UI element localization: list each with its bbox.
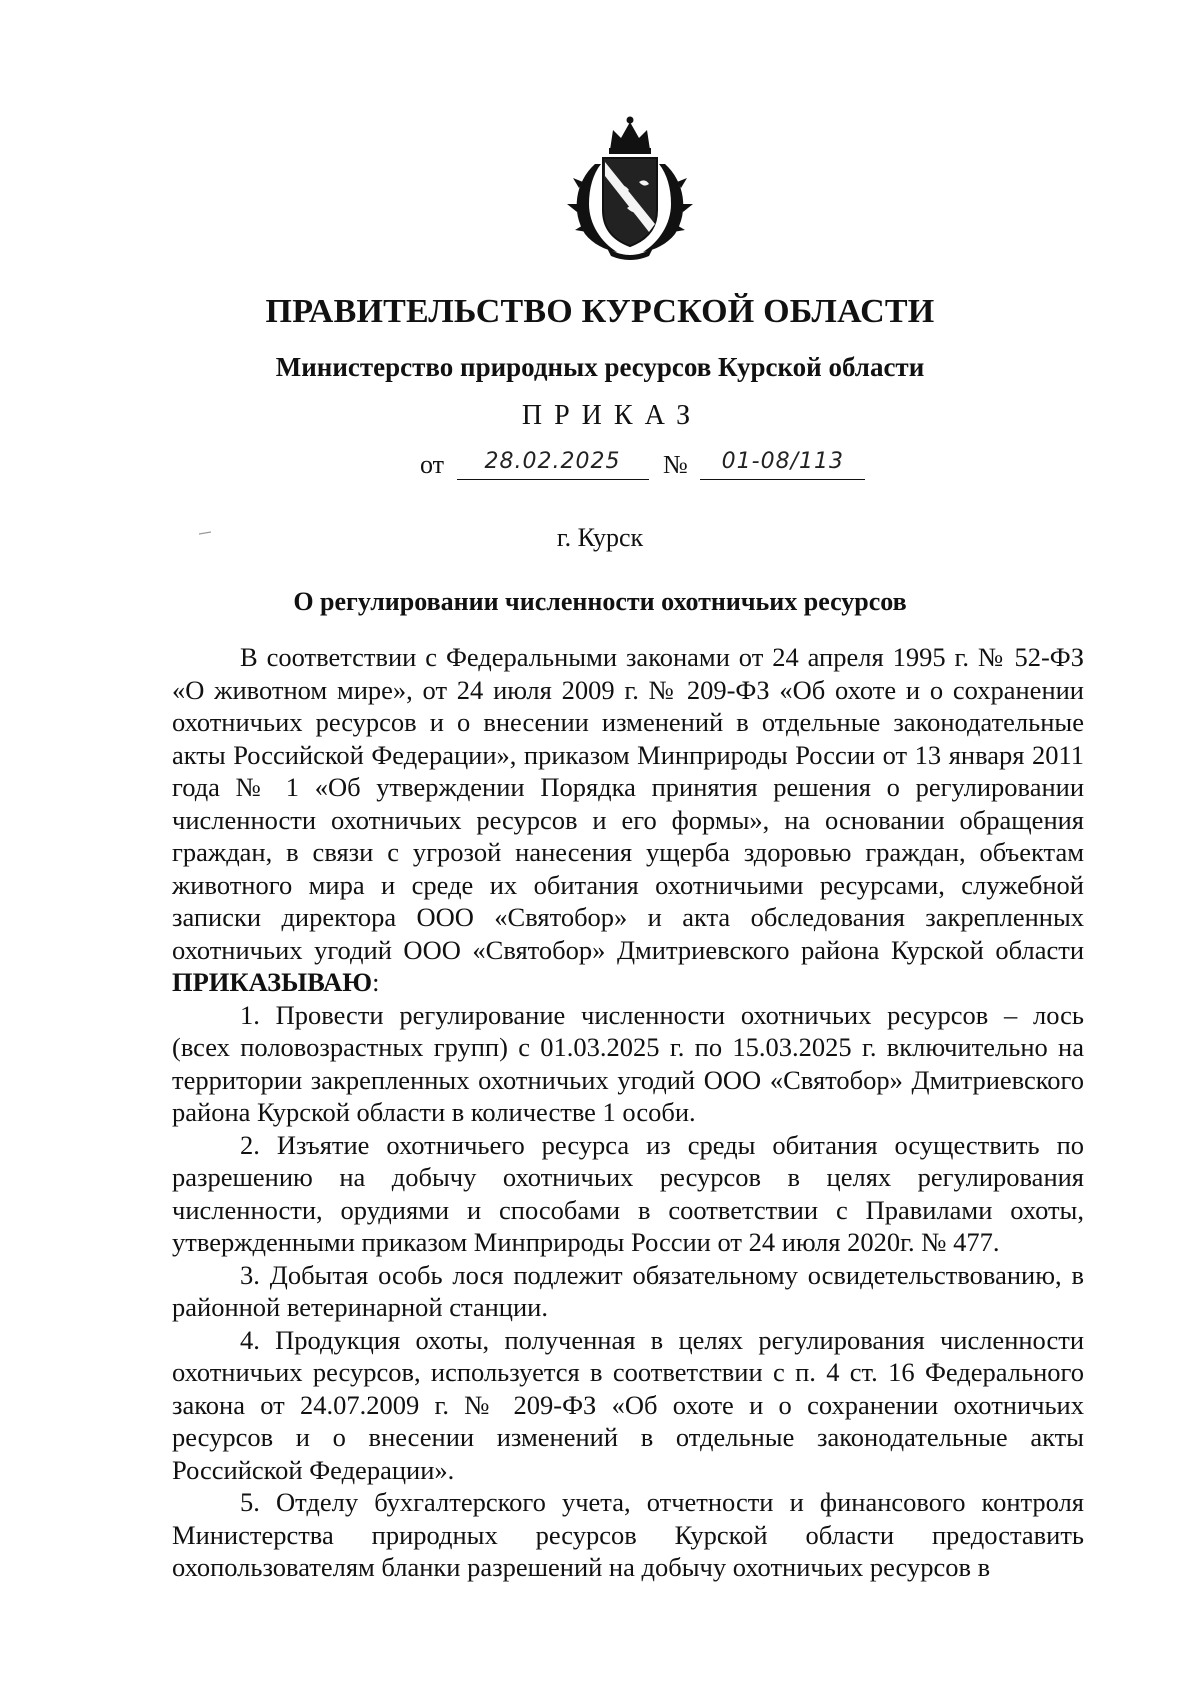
- ministry-name: Министерство природных ресурсов Курской области: [275, 352, 925, 382]
- date-number-line: [420, 447, 865, 487]
- coat-of-arms-emblem: [555, 112, 705, 262]
- command-suffix: :: [372, 967, 380, 997]
- order-item-5: 5. Отделу бухгалтерского учета, отчетности и финансового контроля Министерства природных ресурсов Курской области предоставить охопользователям бланки разрешений на добычу охотничьих ресурсов в: [172, 1487, 1084, 1582]
- order-item-4: 4. Продукция охоты, полученная в целях регулирования численности охотничьих ресурсов, используется в соответствии с п. 4 ст. 16 Федерального закона от 24.07.2009 г. № 209-ФЗ «Об охоте и о сохранении охотничьих ресурсов и о внесении изменений в отдельные законодательные акты Российской Федерации».: [172, 1324, 1084, 1485]
- date-prefix: от: [420, 450, 445, 479]
- order-item-2: 2. Изъятие охотничьего ресурса из среды обитания осуществить по разрешению на добычу охотничьих ресурсов в целях регулирования численности, орудиями и способами в соответствии с Правилами охоты, утвержденными приказом Минприроды России от 24 июля 2020г. № 477.: [172, 1129, 1084, 1257]
- number-prefix: №: [663, 450, 688, 479]
- order-body: [172, 641, 1084, 1584]
- handwritten-date: 28.02.2025: [457, 447, 649, 480]
- order-item-3: 3. Добытая особь лося подлежит обязательному освидетельствованию, в районной ветеринарной станции.: [172, 1259, 1084, 1322]
- document-type: ПРИКАЗ: [521, 400, 703, 431]
- preamble-text: В соответствии с Федеральными законами от 24 апреля 1995 г. № 52-ФЗ «О животном мире», от 24 июля 2009 г. № 209-ФЗ «Об охоте и о сохранении охотничьих ресурсов и о внесении изменений в отдельные законодательные акты Российской Федерации», приказом Минприроды России от 13 января 2011 года № 1 «Об утверждении Порядка принятия решения о регулировании численности охотничьих ресурсов и его формы», на основании обращения граждан, в связи с угрозой нанесения ущерба здоровью граждан, объектам животного мира и среде их обитания охотничьими ресурсами, служебной записки директора ООО «Святобор» и акта обследования закрепленных охотничьих угодий ООО «Святобор» Дмитриевского района Курской области: [172, 642, 1084, 965]
- government-title: ПРАВИТЕЛЬСТВО КУРСКОЙ ОБЛАСТИ: [265, 293, 935, 330]
- city-line: г. Курск: [556, 523, 644, 552]
- handwritten-number: 01-08/113: [700, 447, 865, 480]
- order-item-1: 1. Провести регулирование численности охотничьих ресурсов – лось (всех половозрастных групп) с 01.03.2025 г. по 15.03.2025 г. включительно на территории закрепленных охотничьих угодий ООО «Святобор» Дмитриевского района Курской области в количестве 1 особи.: [172, 999, 1084, 1127]
- command-word: ПРИКАЗЫВАЮ: [172, 967, 373, 997]
- preamble-paragraph: [172, 641, 1084, 999]
- order-subject: О регулировании численности охотничьих ресурсов: [293, 587, 907, 616]
